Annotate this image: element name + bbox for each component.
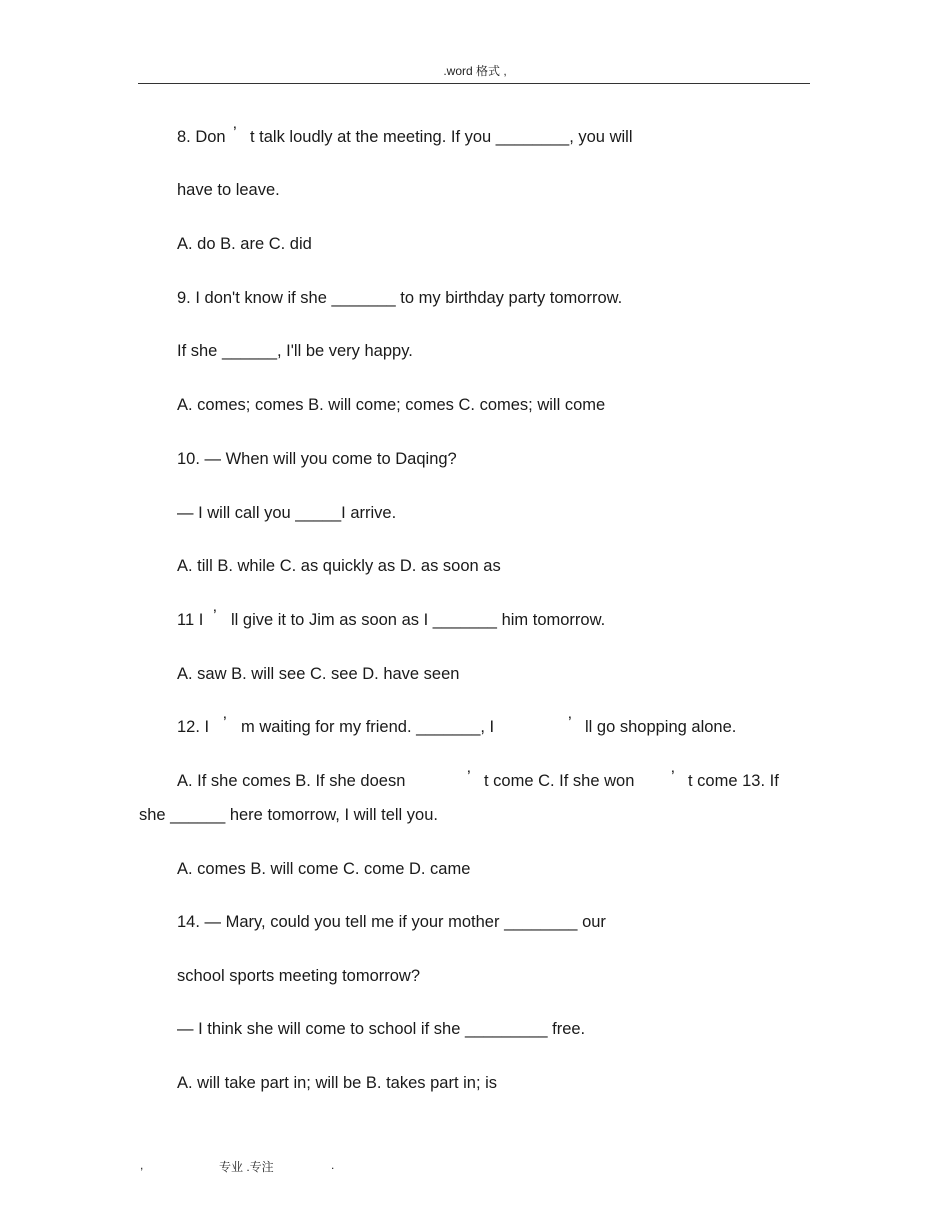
apostrophe: ’ [467, 768, 471, 786]
footer-left: , [140, 1158, 144, 1172]
footer-right: . [331, 1158, 335, 1172]
question-12-options-c: t come 13. If [688, 772, 779, 790]
page-header: .word 格式 , [443, 64, 507, 78]
question-11-text-b: ll give it to Jim as soon as I _______ him tomorrow. [231, 611, 606, 629]
question-12-text-b: m waiting for my friend. _______, I [241, 718, 495, 736]
question-8-line-2: have to leave. [177, 181, 280, 199]
question-9-line-1: 9. I don't know if she _______ to my birthday party tomorrow. [177, 289, 623, 307]
header-divider [138, 83, 810, 84]
question-12-options-b: t come C. If she won [484, 772, 635, 790]
question-10-line-1: 10. — When will you come to Daqing? [177, 450, 457, 468]
question-13-options: A. comes B. will come C. come D. came [177, 860, 471, 878]
page-footer [0, 1158, 950, 1178]
question-9-options: A. comes; comes B. will come; comes C. comes; will come [177, 396, 606, 414]
apostrophe: ’ [671, 768, 675, 786]
question-10-line-2: — I will call you _____I arrive. [177, 504, 397, 522]
apostrophe: ’ [233, 124, 237, 142]
question-12-text-c: ll go shopping alone. [585, 718, 737, 736]
question-12-options-a: A. If she comes B. If she doesn [177, 772, 406, 790]
question-8-text-b: t talk loudly at the meeting. If you ________, you will [250, 128, 633, 146]
apostrophe: ’ [223, 714, 227, 732]
apostrophe: ’ [568, 714, 572, 732]
question-13-stem: she ______ here tomorrow, I will tell you. [139, 806, 438, 824]
question-12-text-a: 12. I [177, 718, 210, 736]
footer-center: 专业 .专注 [219, 1160, 274, 1174]
apostrophe: ’ [213, 607, 217, 625]
question-14-line-1: 14. — Mary, could you tell me if your mother ________ our [177, 913, 606, 931]
question-9-line-2: If she ______, I'll be very happy. [177, 342, 413, 360]
question-11-options: A. saw B. will see C. see D. have seen [177, 665, 460, 683]
question-14-line-2: school sports meeting tomorrow? [177, 967, 421, 985]
question-11-text-a: 11 I [177, 611, 204, 629]
question-14-options: A. will take part in; will be B. takes part in; is [177, 1074, 498, 1092]
question-14-line-3: — I think she will come to school if she _________ free. [177, 1020, 586, 1038]
question-8-options: A. do B. are C. did [177, 235, 312, 253]
question-10-options: A. till B. while C. as quickly as D. as soon as [177, 557, 501, 575]
question-8-text-a: 8. Don [177, 128, 226, 146]
